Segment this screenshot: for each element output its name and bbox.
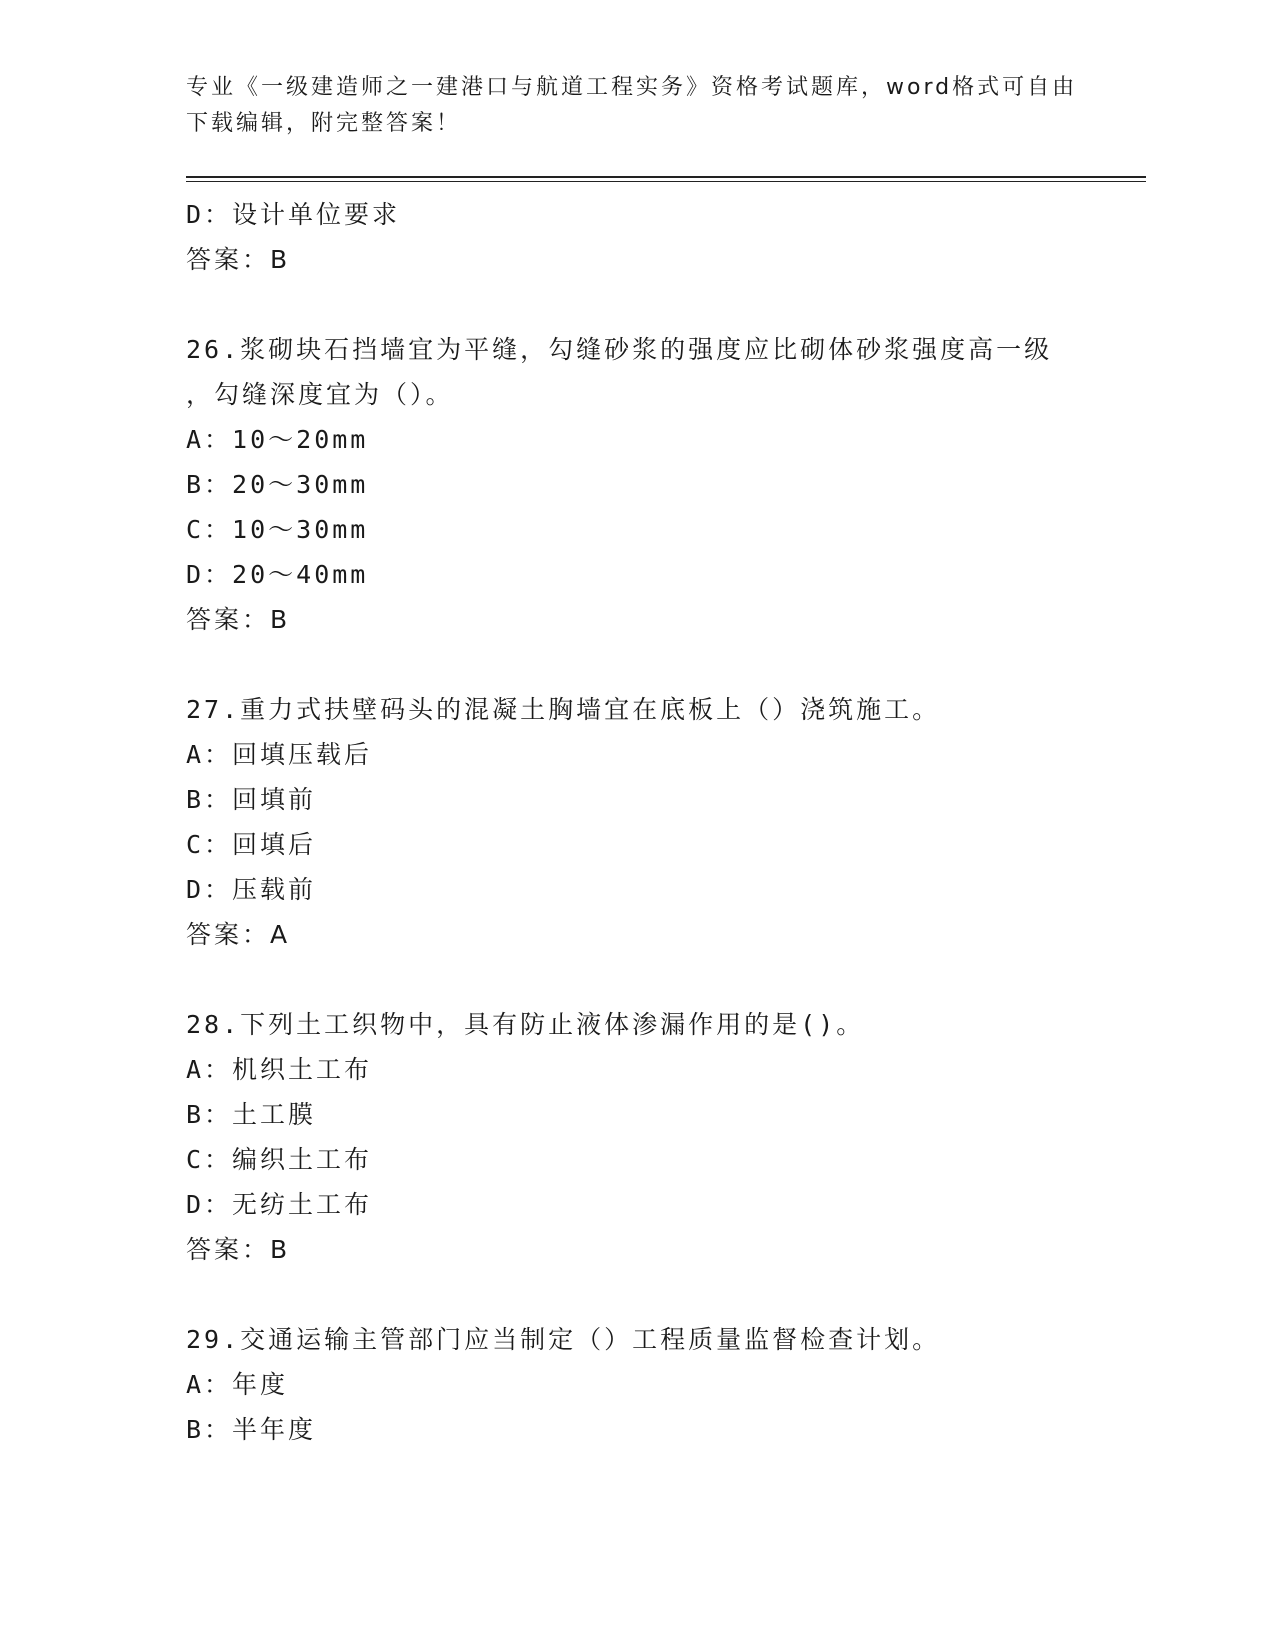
option-a: A：机织土工布 bbox=[186, 1055, 373, 1084]
option-c: C：编织土工布 bbox=[186, 1145, 373, 1174]
question-25 bbox=[186, 192, 1146, 282]
answer-line: 答案：B bbox=[186, 1235, 291, 1264]
question-stem: 28.下列土工织物中，具有防止液体渗漏作用的是()。 bbox=[186, 1010, 865, 1039]
option-c: C：10～30mm bbox=[186, 515, 369, 544]
option-d: D：20～40mm bbox=[186, 560, 369, 589]
option-d: D：设计单位要求 bbox=[186, 200, 401, 229]
answer-line: 答案：A bbox=[186, 920, 291, 949]
spacer bbox=[186, 1272, 1146, 1317]
option-a: A：10～20mm bbox=[186, 425, 369, 454]
answer-line: 答案：B bbox=[186, 605, 291, 634]
question-28 bbox=[186, 1002, 1146, 1272]
option-a: A：年度 bbox=[186, 1370, 289, 1399]
question-stem: 26.浆砌块石挡墙宜为平缝，勾缝砂浆的强度应比砌体砂浆强度高一级 bbox=[186, 335, 1053, 364]
header-line-1: 专业《一级建造师之一建港口与航道工程实务》资格考试题库，word格式可自由 bbox=[186, 75, 1078, 100]
question-stem-continued: ，勾缝深度宜为（）。 bbox=[186, 380, 454, 409]
document-header bbox=[186, 70, 1086, 142]
option-b: B：回填前 bbox=[186, 785, 317, 814]
question-list bbox=[186, 192, 1146, 1452]
option-a: A：回填压载后 bbox=[186, 740, 373, 769]
question-27 bbox=[186, 687, 1146, 957]
answer-line: 答案：B bbox=[186, 245, 291, 274]
question-26 bbox=[186, 327, 1146, 642]
option-b: B：半年度 bbox=[186, 1415, 317, 1444]
spacer bbox=[186, 957, 1146, 1002]
header-line-2: 下载编辑，附完整答案！ bbox=[186, 111, 462, 136]
spacer bbox=[186, 642, 1146, 687]
spacer bbox=[186, 282, 1146, 327]
option-d: D：无纺土工布 bbox=[186, 1190, 373, 1219]
option-c: C：回填后 bbox=[186, 830, 317, 859]
question-stem: 29.交通运输主管部门应当制定（）工程质量监督检查计划。 bbox=[186, 1325, 941, 1354]
question-stem: 27.重力式扶壁码头的混凝土胸墙宜在底板上（）浇筑施工。 bbox=[186, 695, 941, 724]
document-page bbox=[186, 70, 1146, 1452]
question-29 bbox=[186, 1317, 1146, 1452]
option-d: D：压载前 bbox=[186, 875, 317, 904]
option-b: B：土工膜 bbox=[186, 1100, 317, 1129]
option-b: B：20～30mm bbox=[186, 470, 369, 499]
header-divider bbox=[186, 176, 1146, 182]
